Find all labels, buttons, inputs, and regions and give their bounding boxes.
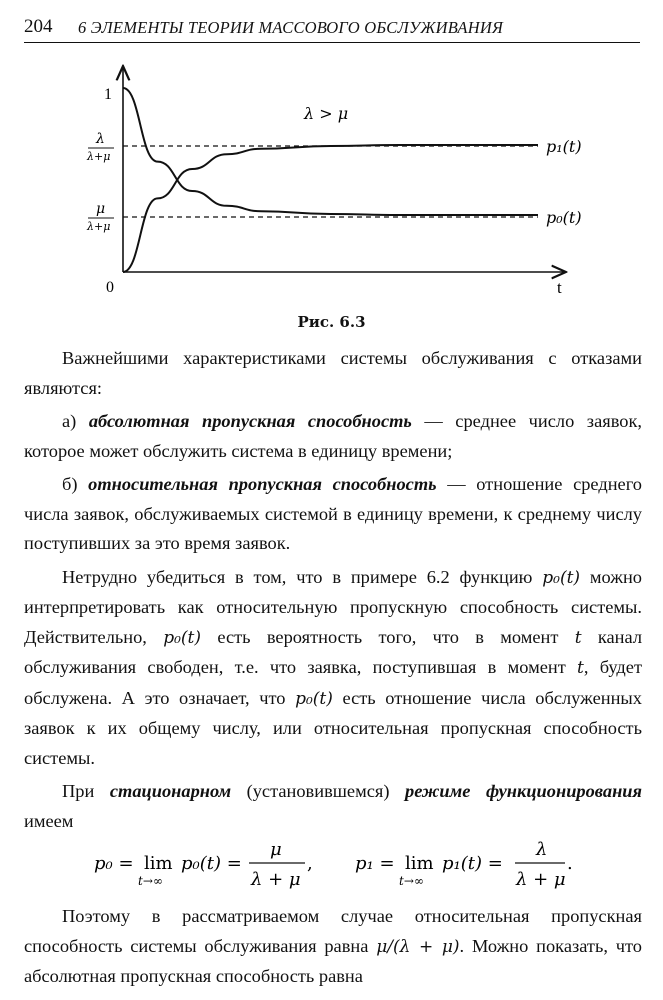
item-b-marker: б) xyxy=(62,474,89,494)
math-mu-fraction: μ/(λ + μ) xyxy=(376,936,460,957)
running-title: 6 ЭЛЕМЕНТЫ ТЕОРИИ МАССОВОГО ОБСЛУЖИВАНИЯ xyxy=(78,18,503,37)
formula-p0-lhs: p₀ = xyxy=(94,853,134,874)
formula-lim: lim xyxy=(144,853,173,874)
formula-stationary xyxy=(0,835,663,895)
formula-p1-num: λ xyxy=(536,839,548,860)
formula-p1-lhs: p₁ = xyxy=(355,853,395,874)
formula-lim: lim xyxy=(405,853,434,874)
text-run: Поэтому в рассматриваемом случае относительная пропускная способность системы обслуживания равна xyxy=(24,906,642,956)
text-run: При xyxy=(62,781,110,801)
text-run: имеем xyxy=(24,810,74,831)
page-number: 204 xyxy=(24,16,53,37)
tick-label-lambda-num: λ xyxy=(96,131,105,147)
tick-label-mu-den: λ+μ xyxy=(87,220,111,233)
text-run: канал обслуживания свободен, т.е. что заявка, поступившая в момент xyxy=(24,626,643,677)
text-run: Нетрудно убедиться в том, что в примере 6.2 функцию xyxy=(62,566,543,587)
formula-period: . xyxy=(567,853,573,874)
tick-label-lambda-den: λ+μ xyxy=(87,150,111,163)
formula-lim-sub: t→∞ xyxy=(399,874,424,888)
legend-p1: p₁(t) xyxy=(546,137,582,156)
text-run: (установившемся) xyxy=(231,781,406,801)
x-axis-label: t xyxy=(557,278,562,297)
math-t: t xyxy=(577,658,584,678)
math-t: t xyxy=(574,627,582,648)
formula-comma: , xyxy=(307,853,313,874)
paragraph-item-b xyxy=(24,470,642,559)
math-p0t: p₀(t) xyxy=(295,688,333,709)
text-run: можно интерпретировать как относительную пропускную способность системы. Действительно, xyxy=(24,566,643,647)
figure-6-3 xyxy=(0,0,663,330)
text-run: есть отношение числа обслуженных заявок к их общему числу, или относительная пропускная способность системы. xyxy=(24,687,642,768)
term-mode: режиме функционирования xyxy=(405,781,643,801)
text-run: есть вероятность того, что в момент xyxy=(201,626,575,647)
formula-lim-sub: t→∞ xyxy=(138,874,163,888)
paragraph-interpretation xyxy=(24,563,642,774)
tick-label-1: 1 xyxy=(104,86,112,103)
body-text xyxy=(24,344,642,840)
legend-p0: p₀(t) xyxy=(546,208,582,227)
text-run: , будет обслужена. А это означает, что xyxy=(24,657,642,708)
item-a-text: — среднее число заявок, которое может обслужить система в единицу времени; xyxy=(24,411,642,461)
body-text-continued xyxy=(24,902,642,996)
chart-annotation: λ > μ xyxy=(304,104,349,123)
formula-p0-den: λ + μ xyxy=(251,869,301,890)
formula-p0-fn: p₀(t) = xyxy=(181,853,242,874)
formula-p1-fn: p₁(t) = xyxy=(442,853,503,874)
math-p0t: p₀(t) xyxy=(163,627,202,648)
paragraph-stationary xyxy=(24,777,642,836)
paragraph-intro: Важнейшими характеристиками системы обслуживания с отказами являются: xyxy=(24,348,642,398)
term-relative: относительная пропускная способность xyxy=(88,474,437,494)
math-p0t: p₀(t) xyxy=(542,567,581,588)
text-run: . Можно показать, что абсолютная пропускная способность равна xyxy=(24,935,642,986)
paragraph-item-a xyxy=(24,407,642,466)
item-b-text: — отношение среднего числа заявок, обслуживаемых системой в единицу времени, к среднему числу поступивших за это время заявок. xyxy=(24,474,642,553)
paragraph-conclusion xyxy=(24,902,642,992)
formula-p0-num: μ xyxy=(270,839,282,860)
formula-p1-den: λ + μ xyxy=(516,869,566,890)
item-a-marker: а) xyxy=(62,411,89,431)
term-stationary: стационарном xyxy=(109,781,232,801)
tick-label-mu-num: μ xyxy=(96,201,106,217)
figure-caption: Рис. 6.3 xyxy=(297,313,366,331)
tick-label-zero: 0 xyxy=(106,279,114,296)
series-line-p1 xyxy=(123,145,538,272)
term-absolute: абсолютная пропускная способность xyxy=(88,411,412,431)
